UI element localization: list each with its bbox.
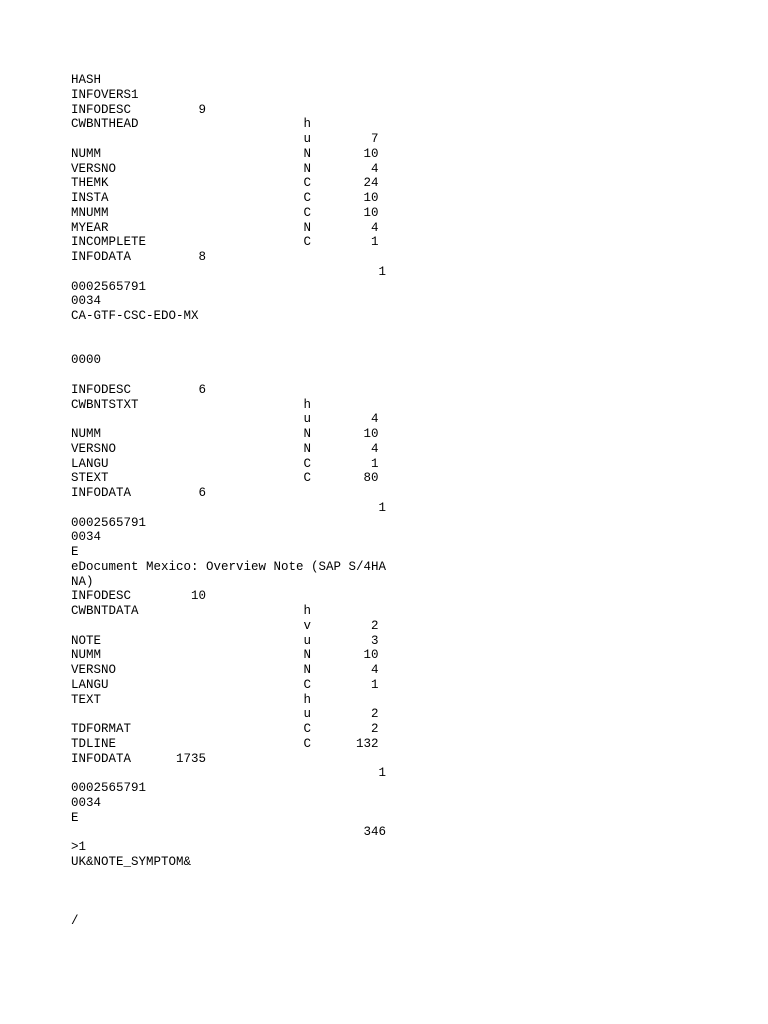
document-line: NOTE u 3 (71, 633, 379, 648)
document-line: LANGU C 1 (71, 677, 379, 692)
document-line: UK&NOTE_SYMPTOM& (71, 854, 192, 869)
document-line: NA) (71, 574, 94, 589)
document-line: MYEAR N 4 (71, 220, 379, 235)
document-line: TEXT h (71, 692, 312, 707)
document-line: CA-GTF-CSC-EDO-MX (71, 309, 199, 323)
document-line: CWBNTSTXT h (71, 397, 312, 412)
document-line: E (71, 810, 79, 825)
document-line: eDocument Mexico: Overview Note (SAP S/4HA (71, 559, 387, 574)
document-line: STEXT C 80 (71, 471, 379, 486)
document-line: 0034 (71, 294, 102, 309)
document-line: NUMM N 10 (71, 427, 379, 441)
document-line: INSTA C 10 (71, 191, 379, 205)
document-line: 0034 (71, 530, 102, 545)
document-line (71, 324, 386, 339)
document-line: 0002565791 (71, 781, 147, 795)
document-line (71, 870, 386, 885)
document-line (71, 339, 386, 354)
document-line: >1 (71, 840, 87, 854)
document-line: TDLINE C 132 (71, 736, 379, 751)
document-line: / (71, 913, 79, 928)
document-line: HASH (71, 73, 102, 87)
document-line: 1 (71, 500, 387, 515)
document-line: VERSNO N 4 (71, 161, 379, 176)
document-line: MNUMM C 10 (71, 205, 379, 220)
document-text (71, 73, 386, 929)
document-line: NUMM N 10 (71, 648, 379, 663)
document-line: INFODATA 8 (71, 250, 207, 264)
document-line (71, 368, 386, 383)
document-line: INFODATA 1735 (71, 751, 207, 766)
document-line: 0000 (71, 353, 102, 368)
document-line (71, 884, 386, 899)
document-line: INFODESC 10 (71, 589, 207, 604)
document-line: 346 (71, 825, 387, 840)
document-line: 1 (71, 264, 387, 279)
document-line: CWBNTHEAD h (71, 117, 312, 132)
document-line: INCOMPLETE C 1 (71, 235, 379, 250)
document-line: VERSNO N 4 (71, 441, 379, 456)
document-line: THEMK C 24 (71, 176, 379, 191)
document-line: u 7 (71, 132, 379, 146)
document-line: 1 (71, 766, 387, 781)
document-line: NUMM N 10 (71, 146, 379, 161)
document-line: u 2 (71, 707, 379, 722)
document-line: E (71, 545, 79, 559)
document-line: INFODESC 6 (71, 382, 207, 397)
document-line: 0034 (71, 795, 102, 810)
document-line: u 4 (71, 412, 379, 427)
document-line: INFODATA 6 (71, 486, 207, 500)
document-line: CWBNTDATA h (71, 604, 312, 618)
document-line (71, 899, 386, 914)
document-line: LANGU C 1 (71, 456, 379, 471)
document-line: v 2 (71, 618, 379, 633)
document-line: 0002565791 (71, 279, 147, 294)
document-line: VERSNO N 4 (71, 663, 379, 677)
document-line: TDFORMAT C 2 (71, 722, 379, 736)
document-line: 0002565791 (71, 515, 147, 530)
document-line: INFOVERS1 (71, 87, 139, 102)
document-line: INFODESC 9 (71, 102, 207, 117)
